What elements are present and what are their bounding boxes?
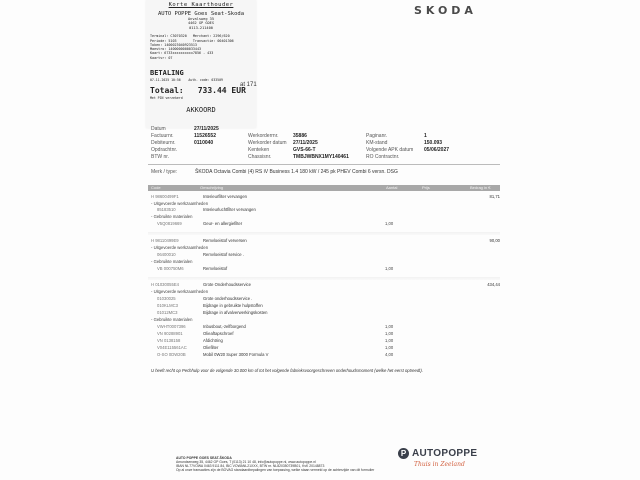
header-description: Omschrijving [200,185,224,190]
field-value: 0110040 [194,140,214,146]
row-code: 01012MC3 [157,310,178,315]
footer-line: IBAN NL77VOWA 0463 9111 84, BIC VOWANL21XXX, BTW nr. NL820350739B01, KvK 20148873 [176,464,325,468]
field-value: 150.093 [424,140,443,146]
info-line: Maestro: 1400000000033443 [150,47,202,52]
row-quantity: 1,00 [385,345,394,350]
field-value: 27/11/2025 [293,140,318,146]
field-value: 1 [424,133,427,139]
tagline: Thuis in Zeeland [414,461,465,468]
header-code: Code [151,185,161,190]
row-code: V04E115561AC [157,345,187,350]
total-amount: 733.44 EUR [197,86,246,95]
field-value: 11526552 [194,133,216,139]
field-label: Chassisnr. [248,154,272,160]
pin-note: Met PIN verzekerd [150,96,183,100]
materials-label: Gebruikte materialen [153,317,193,322]
row-code: V5Q0819669 [157,221,182,226]
row-amount: 90,00 [489,238,500,243]
side-note: at 171 [240,82,257,88]
section-label: - Gebruikte materialen [151,214,193,219]
field-label: Factuurnr. [151,133,174,139]
total-label: Totaal: [150,86,184,95]
receipt-info [150,34,256,60]
autopoppe-p-icon: P [398,448,409,459]
field-value: TMBJWBNX1MY140461 [293,154,349,160]
row-description: Remvloeistof service . [203,252,244,257]
header-quantity: Aantal [386,185,398,190]
row-description: Remvloeistof [203,266,228,271]
footer-line: Amundsenweg 35, 4462 GP Goes, T (0113) 21 10 48, info@autopoppe.nl, www.autopoppe.nl [176,460,316,464]
payment-label: BETALING [150,69,184,77]
payment-status: AKKOORD [186,106,216,114]
field-value: GVS-66-T [293,147,316,153]
footer-line: Op al onze transacties zijn de BOVAG standaardbepalingen van toepassing, welke staan vermeld op de achterzijde van dit formulier [176,468,375,472]
row-code: 01030025 [157,296,176,301]
field-label: Kenteken [248,147,270,153]
section-label: - Uitgevoerde werkzaamheden [151,245,209,250]
materials-label: Gebruikte materialen [153,259,193,264]
payment-meta: 07-11-2025 10:56 Auth. code: 033509 [150,78,223,82]
invoice-info-col1 [151,126,219,161]
payment-receipt [146,0,256,128]
block-separator [148,277,500,280]
company-footer [176,456,374,472]
section-label: - Gebruikte materialen [151,317,193,322]
vehicle-type-label: Merk / type: [151,169,178,175]
field-label: KM-stand [366,140,388,146]
receipt-address [146,17,256,30]
autopoppe-logo [398,448,477,459]
section-label: - Uitgevoerde werkzaamheden [151,201,209,206]
row-description: Inbusbout,-zelfborgend [203,324,246,329]
row-quantity: 1,00 [385,221,394,226]
company-name: AUTO POPPE GOES SEAT-ŠKODA [176,456,232,460]
row-quantity: 1,00 [385,338,394,343]
row-amount: 434,44 [487,282,500,287]
row-description: Mobil 0W20 Super 3000 Formula V [203,352,269,357]
row-description: Afdichtring [203,338,223,343]
table-header [148,185,500,191]
row-code: VN 90288901 [157,331,183,336]
row-description: Bijdrage in gebruikte hulpstoffen [203,303,263,308]
header-amount: Bedrag in € [470,185,491,190]
field-label: Datum [151,126,166,132]
info-line: Kaartvr: 07 [150,55,173,60]
address-line: Anvalsweg 35 [188,17,214,21]
divider [148,164,500,165]
invoice-info-col2 [248,133,349,161]
block-separator [148,232,500,235]
section-label: - Gebruikte materialen [151,259,193,264]
row-description: Grote onderhoudsservice . [203,296,253,301]
info-line: Terminal: C3070320 Merchant: 2296/620 [150,34,230,39]
row-code: H 98110499E9 [151,238,179,243]
row-code: O-SO 0DW20B [157,352,186,357]
work-label: Uitgevoerde werkzaamheden [153,201,209,206]
row-description: Oliefilter [203,345,219,350]
row-quantity: 1,00 [385,266,394,271]
row-quantity: 4,00 [385,352,394,357]
roadside-assistance-note: U heeft recht op Pechhulp voor de volgende 30.000 km of tot het volgende fabrieksvoorgeschreven onderhoudsmoment (welke het eerst optreedt). [151,368,423,373]
row-code: VB 000750M6 [157,266,184,271]
logo-text: AUTOPOPPE [412,448,478,459]
field-value: 05/06/2027 [424,147,450,153]
row-description: Geur- en allergiefilter [203,221,243,226]
row-code: 010KLMC3 [157,303,178,308]
address-line: 0113-211400 [189,25,213,30]
row-description: Olieaftapschroef [203,331,234,336]
section-label: - Uitgevoerde werkzaamheden [151,289,209,294]
row-code: H 01030055E4 [151,282,179,287]
row-description: Interieurfilter vervangen [203,194,247,199]
skoda-logo: SKODA [414,4,477,17]
row-code: 06400010 [157,252,176,257]
info-line: Periode: 5103 Transactie: 00401306 [150,38,234,43]
row-code: VWHT0007396 [157,324,186,329]
vehicle-type-value: ŠKODA Octavia Combi (4) RS iV Business 1.4 180 kW / 245 pk PHEV Combi 6 versn. DSG [195,169,398,175]
row-code: H 98600499F1 [151,194,179,199]
field-label: Werkorderrnr. [248,133,279,139]
row-quantity: 1,00 [385,331,394,336]
work-label: Uitgevoerde werkzaamheden [153,289,209,294]
field-label: BTW nr. [151,154,170,160]
header-price: Prijs [422,185,430,190]
vehicle-type [151,169,398,175]
row-quantity: 1,00 [385,324,394,329]
row-description: Remvloeistof verversen [203,238,247,243]
field-label: Paginanr. [366,133,388,139]
field-label: RO Contractnr. [366,154,400,160]
row-amount: 81,71 [489,194,500,199]
field-value: 27/11/2025 [194,126,219,132]
materials-label: Gebruikte materialen [153,214,193,219]
field-label: Volgende APK datum [366,147,414,153]
info-line: Token: 1400023040923513 [150,42,197,47]
receipt-title: Korte Kaarthouder [168,2,234,8]
field-label: Debiteurnr. [151,140,176,146]
address-line: 4462 GP GOES [188,21,214,26]
field-label: Opdrachtnr. [151,147,178,153]
row-description: Grote Onderhoudsservice [203,282,251,287]
info-line: Kaart: 6733xxxxxxxxxx7856 - 433 [150,51,214,56]
field-value: 35886 [293,133,307,139]
work-label: Uitgevoerde werkzaamheden [153,245,209,250]
row-description: Bijdrage in afvalverwerkingskosten [203,310,268,315]
row-code: 85183510 [157,207,176,212]
invoice-info-col3 [366,133,449,161]
row-code: VN 0138158 [157,338,181,343]
field-label: Werkorder datum [248,140,287,146]
receipt-merchant: AUTO POPPE Goes Seat-Skoda [157,11,245,17]
row-description: Interieurluchtfilter vervangen [203,207,256,212]
